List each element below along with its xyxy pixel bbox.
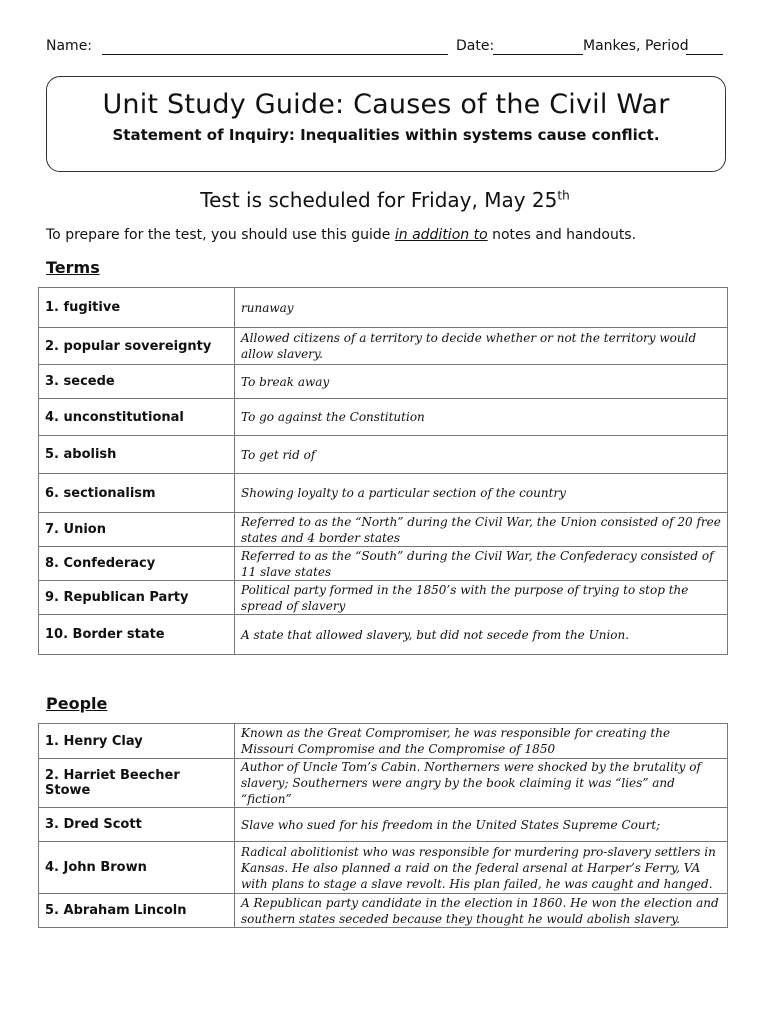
table-row — [39, 581, 728, 615]
definition-cell: A state that allowed slavery, but did not secede from the Union. — [235, 615, 728, 655]
terms-table — [38, 287, 728, 655]
term-cell: 3. Dred Scott — [39, 808, 235, 842]
definition-cell: Political party formed in the 1850’s with the purpose of trying to stop the spread of slavery — [235, 581, 728, 615]
table-row — [39, 365, 728, 399]
definition-cell: Known as the Great Compromiser, he was responsible for creating the Missouri Compromise and the Compromise of 1850 — [235, 724, 728, 759]
definition-cell: Referred to as the “North” during the Civil War, the Union consisted of 20 free states and 4 border states — [235, 513, 728, 547]
table-row — [39, 513, 728, 547]
prepare-after: notes and handouts. — [487, 227, 637, 243]
people-table — [38, 723, 728, 928]
name-label: Name: — [46, 38, 93, 54]
date-blank — [493, 54, 583, 55]
term-cell: 2. Harriet Beecher Stowe — [39, 759, 235, 808]
term-cell: 9. Republican Party — [39, 581, 235, 615]
period-blank — [686, 54, 723, 55]
definition-cell: A Republican party candidate in the election in 1860. He won the election and southern states seceded because they thought he would abolish slavery. — [235, 894, 728, 928]
table-row — [39, 288, 728, 328]
term-cell: 7. Union — [39, 513, 235, 547]
people-heading: People — [46, 694, 108, 713]
table-row — [39, 615, 728, 655]
definition-cell: Showing loyalty to a particular section of the country — [235, 474, 728, 513]
term-cell: 2. popular sovereignty — [39, 328, 235, 365]
term-cell: 8. Confederacy — [39, 547, 235, 581]
table-row — [39, 547, 728, 581]
definition-cell: To break away — [235, 365, 728, 399]
term-cell: 3. secede — [39, 365, 235, 399]
definition-cell: Allowed citizens of a territory to decide whether or not the territory would allow slavery. — [235, 328, 728, 365]
title-box — [46, 76, 726, 172]
definition-cell: Radical abolitionist who was responsible for murdering pro-slavery settlers in Kansas. He also planned a raid on the federal arsenal at Harper’s Ferry, VA with plans to stage a slave revolt. His plan failed, he was caught and hanged. — [235, 842, 728, 894]
test-date-text: Test is scheduled for Friday, May 25 — [200, 188, 558, 212]
table-row — [39, 328, 728, 365]
term-cell: 10. Border state — [39, 615, 235, 655]
date-label: Date: — [456, 38, 495, 54]
definition-cell: To get rid of — [235, 436, 728, 474]
test-date — [0, 188, 770, 212]
definition-cell: Author of Uncle Tom’s Cabin. Northerners were shocked by the brutality of slavery; Southerners were angry by the book claiming it was “lies” and “fiction” — [235, 759, 728, 808]
statement-of-inquiry: Statement of Inquiry: Inequalities within systems cause conflict. — [112, 126, 660, 144]
test-date-suffix: th — [557, 188, 570, 203]
term-cell: 1. fugitive — [39, 288, 235, 328]
terms-heading: Terms — [46, 258, 100, 277]
table-row — [39, 399, 728, 436]
term-cell: 6. sectionalism — [39, 474, 235, 513]
term-cell: 5. Abraham Lincoln — [39, 894, 235, 928]
definition-cell: runaway — [235, 288, 728, 328]
table-row — [39, 474, 728, 513]
prepare-emphasis: in addition to — [394, 227, 488, 243]
table-row — [39, 759, 728, 808]
table-row — [39, 894, 728, 928]
table-row — [39, 842, 728, 894]
teacher-period-label: Mankes, Period — [583, 38, 689, 54]
term-cell: 4. unconstitutional — [39, 399, 235, 436]
table-row — [39, 436, 728, 474]
name-blank — [102, 54, 448, 55]
term-cell: 4. John Brown — [39, 842, 235, 894]
page-title: Unit Study Guide: Causes of the Civil War — [102, 89, 670, 120]
definition-cell: Referred to as the “South” during the Civil War, the Confederacy consisted of 11 slave states — [235, 547, 728, 581]
prepare-instructions — [46, 227, 636, 243]
prepare-before: To prepare for the test, you should use this guide — [46, 227, 395, 243]
table-row — [39, 724, 728, 759]
term-cell: 5. abolish — [39, 436, 235, 474]
term-cell: 1. Henry Clay — [39, 724, 235, 759]
definition-cell: Slave who sued for his freedom in the United States Supreme Court; — [235, 808, 728, 842]
definition-cell: To go against the Constitution — [235, 399, 728, 436]
table-row — [39, 808, 728, 842]
